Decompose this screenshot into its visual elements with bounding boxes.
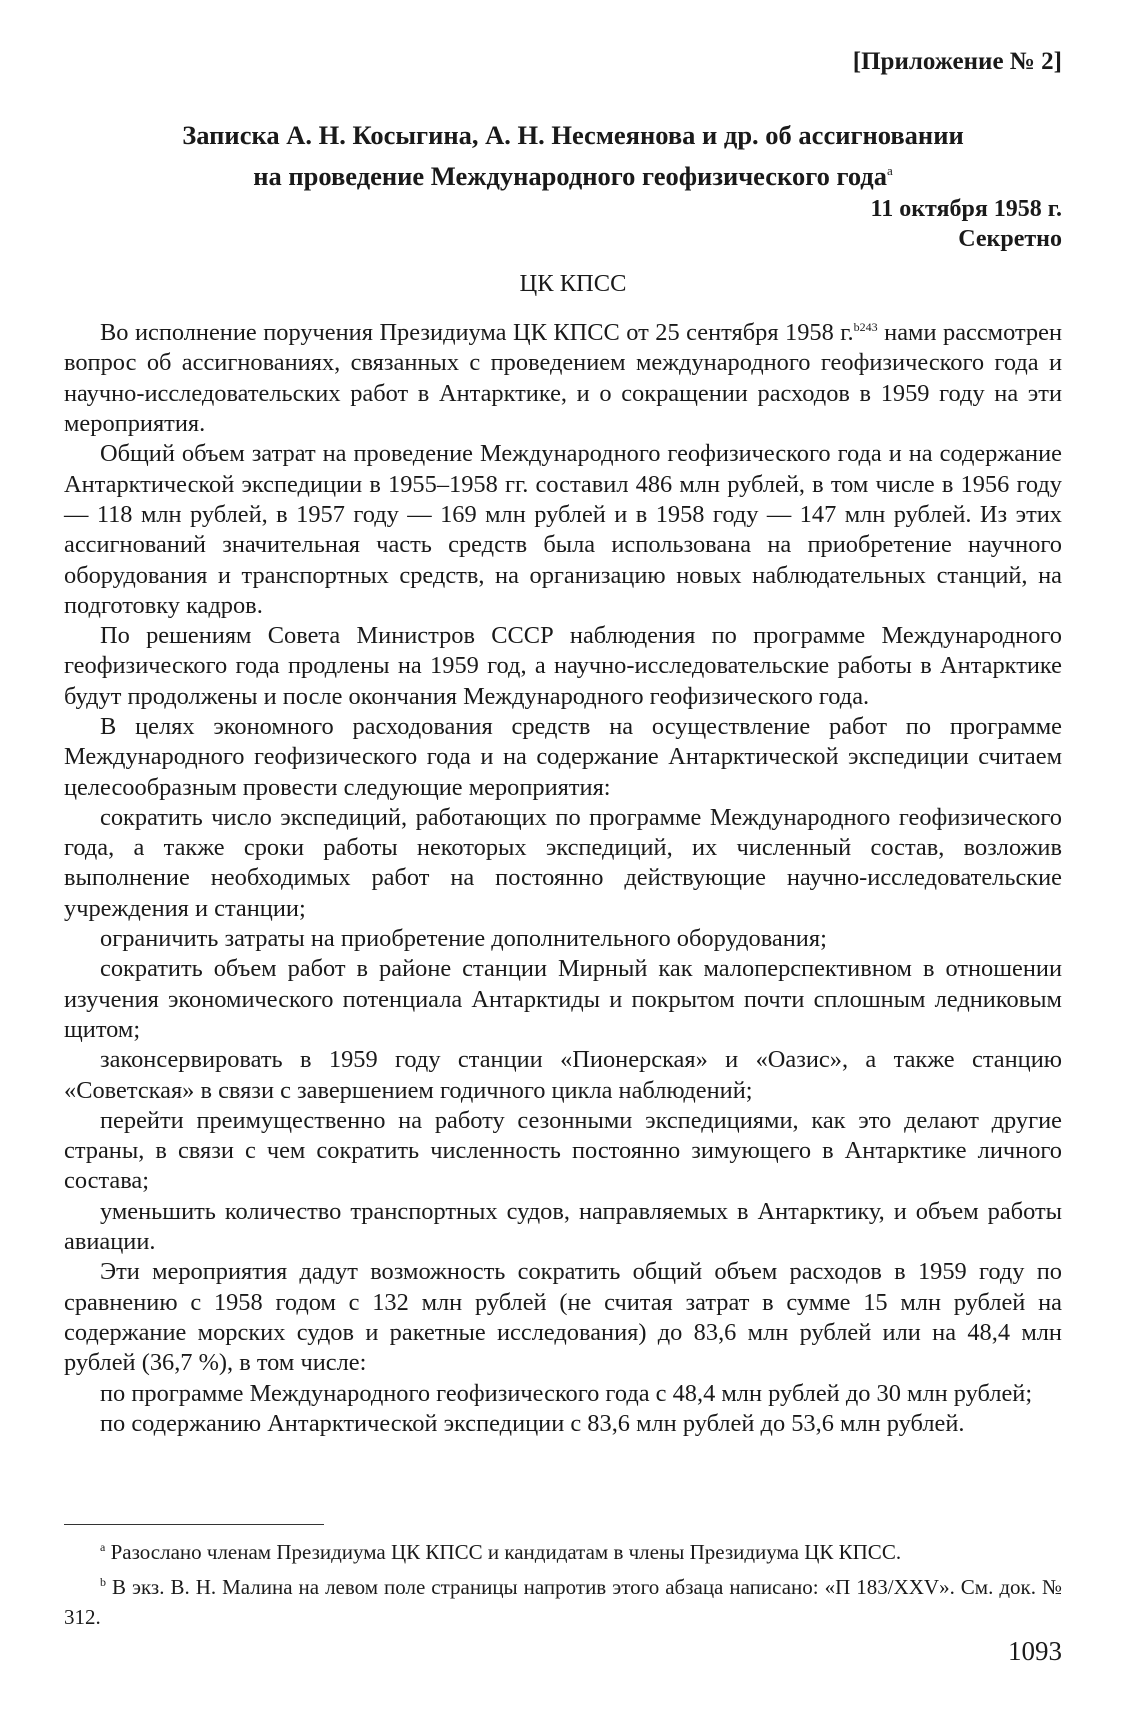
paragraph-4: В целях экономного расходования средств на осуществление работ по программе Международного геофизического года и на содержание Антарктической экспедиции считаем целесообразным провести следующие мероприятия: [64,712,1062,801]
paragraph-1 [64,312,1062,439]
secrecy-stamp: Секретно [958,226,1062,252]
paragraph-1-start: Во исполнение поручения Президиума ЦК КПСС от 25 сентября 1958 г. [100,319,854,347]
footnotes [64,1532,1062,1632]
measure-item-1: сократить число экспедиций, работающих по программе Международного геофизического года, а также сроки работы некоторых экспедиций, их численный состав, возложив выполнение необходимых работ на постоянно действующие научно-исследовательские учреждения и станции; [64,803,1062,922]
footnote-a-mark: a [100,1540,106,1554]
measure-item-4: законсервировать в 1959 году станции «Пионерская» и «Оазис», а также станцию «Советская» в связи с завершением годичного цикла наблюдений; [64,1046,1062,1104]
paragraph-savings: Эти мероприятия дадут возможность сократить общий объем расходов в 1959 году по сравнению с 1958 годом с 132 млн рублей (не считая затрат в сумме 15 млн рублей на содержание морских судов и ракетные исследования) до 83,6 млн рублей или на 48,4 млн рублей (36,7 %), в том числе: [64,1258,1062,1377]
document-date: 11 октября 1958 г. [870,196,1062,222]
footnote-divider [64,1524,324,1525]
title-line-1: Записка А. Н. Косыгина, А. Н. Несмеянова и др. об ассигновании [182,120,964,150]
footnote-ref-b243: b243 [853,320,878,334]
paragraph-2: Общий объем затрат на проведение Международного геофизического года и на содержание Антарктической экспедиции в 1955–1958 гг. составил 486 млн рублей, в том числе в 1956 году — 118 млн рублей, в 1957 году — 169 млн рублей и в 1958 году — 147 млн рублей. Из этих ассигнований значительная часть средств была использована на приобретение научного оборудования и транспортных средств, на организацию новых наблюдательных станций, на подготовку кадров. [64,440,1062,619]
title-line-2-text: на проведение Международного геофизического года [253,160,887,191]
footnote-a [64,1532,1062,1567]
measure-item-6: уменьшить количество транспортных судов, направляемых в Антарктику, и объем работы авиации. [64,1197,1062,1256]
savings-item-2: по содержанию Антарктической экспедиции с 83,6 млн рублей до 53,6 млн рублей. [100,1409,965,1437]
measure-item-3: сократить объем работ в районе станции Мирный как малоперспективном в отношении изучения экономического потенциала Антарктиды и покрытом почти сплошным ледниковым щитом; [64,955,1062,1043]
footnote-b-text: В экз. В. Н. Малина на левом поле страницы напротив этого абзаца написано: «П 183/XXV». См. док. № 312. [64,1575,1062,1629]
title-line-2 [70,153,1076,194]
measure-item-5: перейти преимущественно на работу сезонными экспедициями, как это делают другие страны, в связи с чем сократить численность постоянно зимующего в Антарктике личного состава; [64,1106,1062,1195]
document-title [70,118,1076,194]
title-footnote-mark: a [886,163,893,178]
measure-item-2: ограничить затраты на приобретение дополнительного оборудования; [100,925,827,953]
footnote-b-mark: b [100,1575,106,1589]
document-body [64,312,1062,1439]
paragraph-3: По решениям Совета Министров СССР наблюдения по программе Международного геофизического года продлены на 1959 год, а научно-исследовательские работы в Антарктике будут продолжены и после окончания Международного геофизического года. [64,622,1062,710]
paragraph-1-end: нами рассмотрен вопрос об ассигнованиях, связанных с проведением международного геофизического года и научно-исследовательских работ в Антарктике, и о сокращении расходов в 1959 году на эти мероприятия. [64,319,1063,438]
page-number: 1093 [1008,1636,1062,1666]
footnote-b [64,1567,1062,1632]
appendix-label: [Приложение № 2] [852,48,1062,75]
footnote-a-text: Разослано членам Президиума ЦК КПСС и кандидатам в члены Президиума ЦК КПСС. [105,1540,902,1564]
addressee: ЦК КПСС [519,270,627,297]
savings-item-1: по программе Международного геофизического года с 48,4 млн рублей до 30 млн рублей; [100,1379,1033,1407]
